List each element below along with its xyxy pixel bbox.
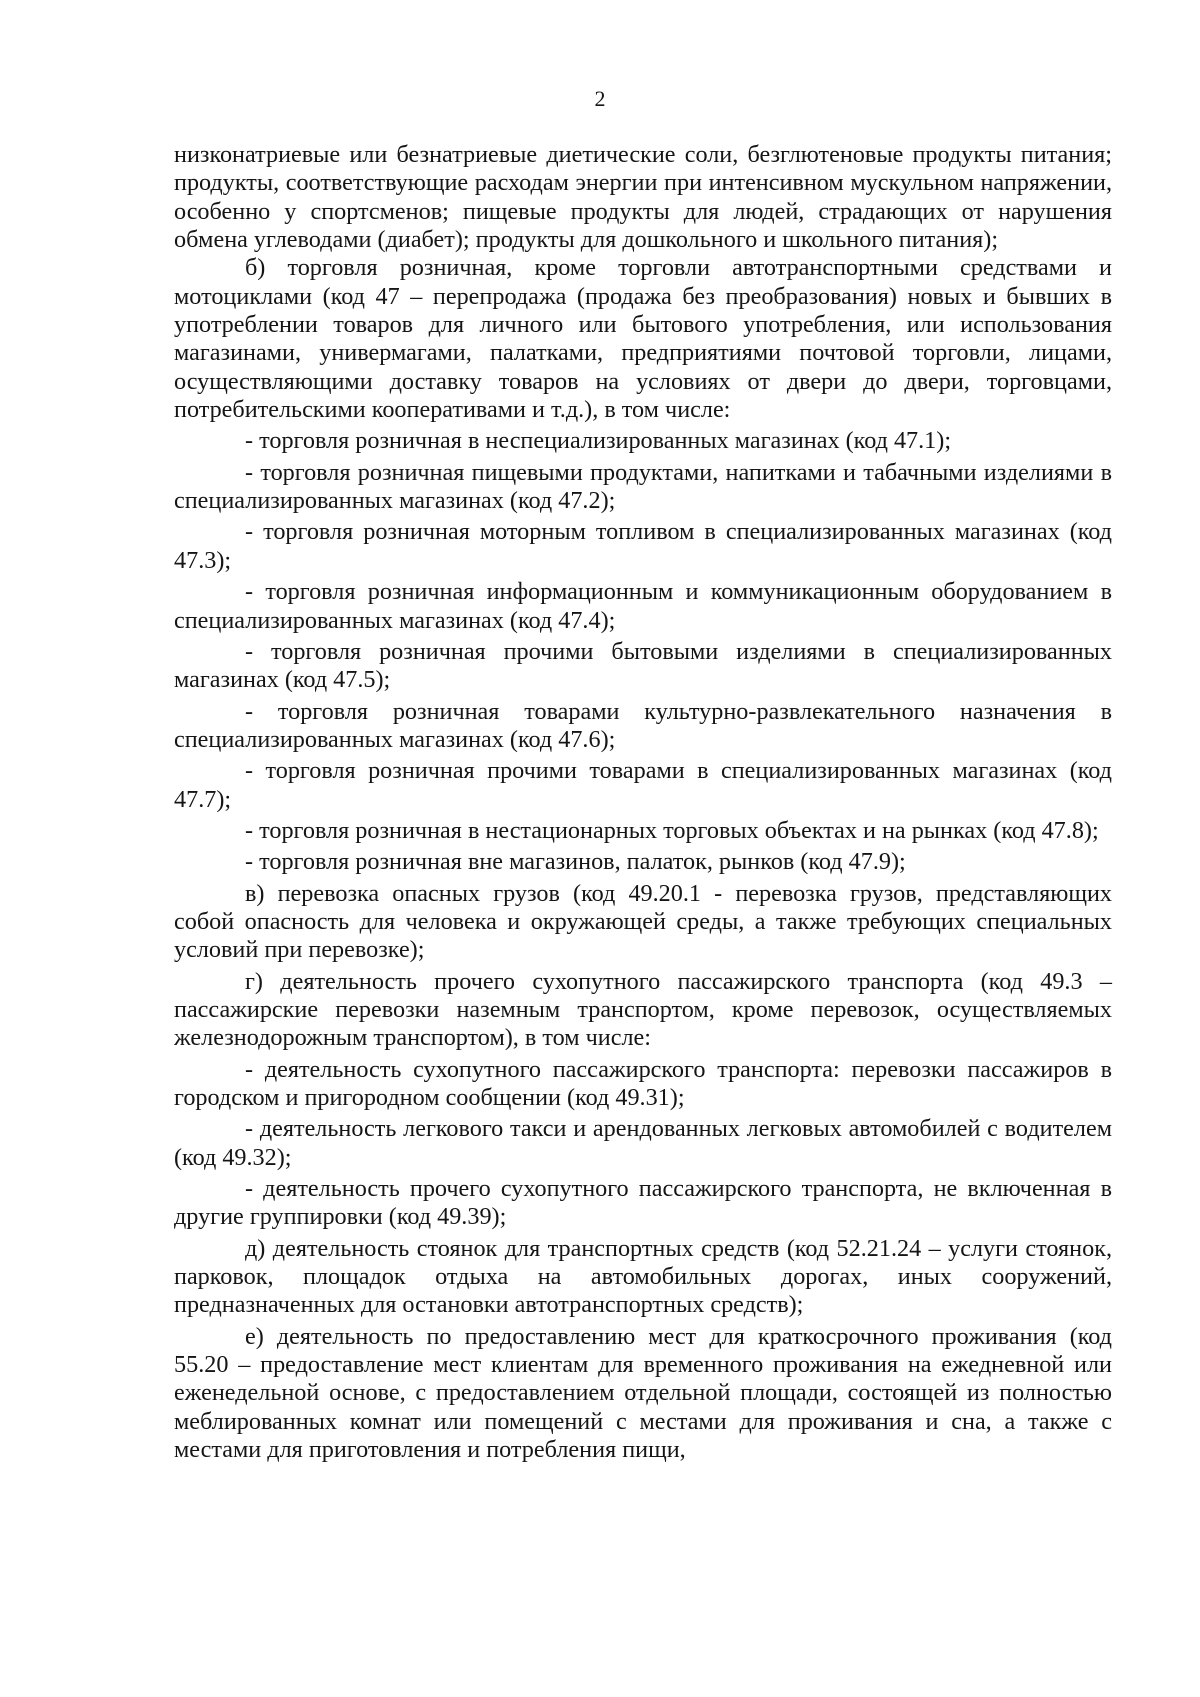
paragraph: низконатриевые или безнатриевые диетические соли, безглютеновые продукты питания; продукты, соответствующие расходам энергии при интенсивном мускульном напряжении, особенно у спортсменов; пищевые продукты для людей, страдающих от нарушения обмена углеводами (диабет); продукты для дошкольного и школьного питания); bbox=[174, 141, 1112, 254]
paragraph: б) торговля розничная, кроме торговли автотранспортными средствами и мотоциклами (код 47 – перепродажа (продажа без преобразования) новых и бывших в употреблении товаров для личного или бытового употребления, или использования магазинами, универмагами, палатками, предприятиями почтовой торговли, лицами, осуществляющими доставку товаров на условиях от двери до двери, торговцами, потребительскими кооперативами и т.д.), в том числе: bbox=[174, 254, 1112, 424]
paragraph: е) деятельность по предоставлению мест для краткосрочного проживания (код 55.20 – предоставление мест клиентам для временного проживания на ежедневной или еженедельной основе, с предоставлением отдельной площади, состоящей из полностью меблированных комнат или помещений с местами для проживания и сна, а также с местами для приготовления и потребления пищи, bbox=[174, 1322, 1112, 1464]
list-item: - торговля розничная в неспециализированных магазинах (код 47.1); bbox=[245, 427, 952, 455]
document-body bbox=[174, 141, 1112, 1464]
list-item: - торговля розничная информационным и коммуникационным оборудованием в специализированных магазинах (код 47.4); bbox=[174, 578, 1112, 634]
list-item: - торговля розничная вне магазинов, палаток, рынков (код 47.9); bbox=[245, 848, 906, 876]
paragraph: д) деятельность стоянок для транспортных средств (код 52.21.24 – услуги стоянок, парковок, площадок отдыха на автомобильных дорогах, иных сооружений, предназначенных для остановки автотранспортных средств); bbox=[174, 1234, 1112, 1319]
list-item: - торговля розничная моторным топливом в специализированных магазинах (код 47.3); bbox=[174, 518, 1112, 574]
list-item: - деятельность легкового такси и арендованных легковых автомобилей с водителем (код 49.32); bbox=[174, 1115, 1112, 1171]
list-item: - торговля розничная пищевыми продуктами, напитками и табачными изделиями в специализированных магазинах (код 47.2); bbox=[174, 458, 1112, 515]
list-item: - торговля розничная в нестационарных торговых объектах и на рынках (код 47.8); bbox=[245, 816, 1099, 844]
paragraph: в) перевозка опасных грузов (код 49.20.1 - перевозка грузов, представляющих собой опасность для человека и окружающей среды, а также требующих специальных условий при перевозке); bbox=[174, 879, 1112, 964]
list-item: - деятельность прочего сухопутного пассажирского транспорта, не включенная в другие группировки (код 49.39); bbox=[174, 1175, 1112, 1231]
list-item: - торговля розничная товарами культурно-развлекательного назначения в специализированных магазинах (код 47.6); bbox=[174, 697, 1112, 753]
paragraph: г) деятельность прочего сухопутного пассажирского транспорта (код 49.3 – пассажирские перевозки наземным транспортом, кроме перевозок, осуществляемых железнодорожным транспортом), в том числе: bbox=[174, 967, 1112, 1052]
list-item: - торговля розничная прочими товарами в специализированных магазинах (код 47.7); bbox=[174, 757, 1112, 813]
list-item: - деятельность сухопутного пассажирского транспорта: перевозки пассажиров в городском и пригородном сообщении (код 49.31); bbox=[174, 1055, 1112, 1111]
list-item: - торговля розничная прочими бытовыми изделиями в специализированных магазинах (код 47.5); bbox=[174, 637, 1112, 694]
page-number: 2 bbox=[594, 86, 606, 111]
